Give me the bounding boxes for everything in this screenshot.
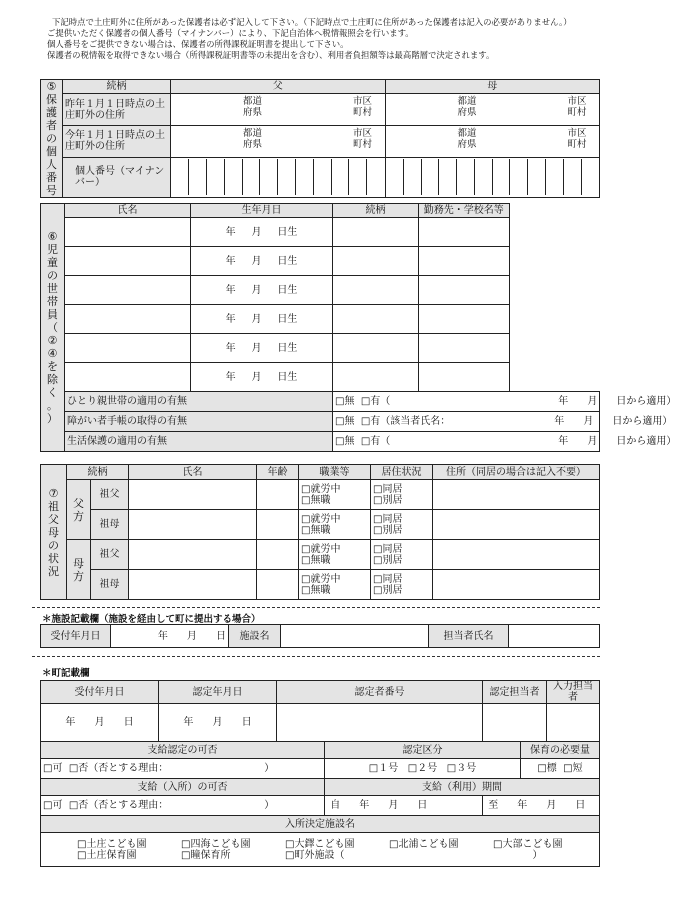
member-row [41, 305, 600, 334]
last-year-address-label: 昨年１月１日時点の土庄町外の住所 [63, 94, 171, 126]
grandparent-age[interactable] [257, 570, 299, 600]
residence-options[interactable]: □同居 □別居 [371, 510, 433, 540]
relation-header: 続柄 [63, 80, 171, 94]
member-workplace[interactable] [419, 305, 510, 334]
single-parent-options[interactable]: □無 □有（ 年 月 日から適用） [333, 392, 600, 412]
disability-options[interactable]: □無 □有（該当者氏名： 年 月 日から適用） [333, 412, 600, 432]
need-header: 保育の必要量 [521, 742, 600, 759]
facility-title: ＊施設記載欄（施設を経由して町に提出する場合） [42, 614, 261, 625]
period-header: 支給（利用）期間 [325, 779, 600, 796]
member-birthdate[interactable]: 年 月 日生 [191, 218, 333, 247]
certifying-staff-header: 認定担当者 [483, 681, 547, 704]
mother-header: 母 [385, 80, 600, 94]
father-my-number[interactable] [171, 157, 386, 197]
mother-last-year-address[interactable]: 都道 府県 市区 町村 [385, 94, 600, 126]
grandparent-name[interactable] [129, 510, 257, 540]
grandparent-name[interactable] [129, 570, 257, 600]
note-1: 下記時点で土庄町外に住所があった保護者は必ず記入して下さい。（下記時点で土庄町に住所があった保護者は記入の必要がありません。） [52, 17, 572, 27]
class-header: 認定区分 [325, 742, 521, 759]
certifying-staff-field[interactable] [483, 704, 547, 742]
staff-name-label: 担当者氏名 [429, 625, 509, 648]
town-table [40, 680, 600, 867]
occupation-header: 職業等 [299, 465, 371, 480]
facility-options[interactable]: □土庄こども園 □四海こども園 □大鐸こども園 □北浦こども園 □大部こども園 □土庄保育園 □瞳保育所 □町外施設（ ） [41, 833, 600, 867]
section7-label: ⑦ 祖 父 母 の 状 況 [41, 465, 67, 600]
facility-table [40, 624, 600, 648]
member-name[interactable] [65, 363, 191, 392]
grandparent-address[interactable] [433, 480, 600, 510]
single-parent-label: ひとり親世帯の適用の有無 [65, 392, 333, 412]
maternal-label: 母 方 [67, 540, 91, 600]
need-options[interactable]: □標 □短 [521, 759, 600, 779]
occupation-options[interactable]: □就労中 □無職 [299, 480, 371, 510]
age-header: 年齢 [257, 465, 299, 480]
member-name[interactable] [65, 247, 191, 276]
member-workplace[interactable] [419, 334, 510, 363]
facility-received-label: 受付年月日 [41, 625, 111, 648]
occupation-options[interactable]: □就労中 □無職 [299, 540, 371, 570]
grandparent-name[interactable] [129, 540, 257, 570]
approval-header: 支給認定の可否 [41, 742, 325, 759]
grandparent-address[interactable] [433, 570, 600, 600]
instruction-notes [40, 17, 610, 61]
mother-my-number[interactable] [385, 157, 600, 197]
disability-label: 障がい者手帳の取得の有無 [65, 412, 333, 432]
input-staff-field[interactable] [547, 704, 600, 742]
household-members-table [40, 203, 676, 452]
this-year-address-label: 今年１月１日時点の土庄町外の住所 [63, 125, 171, 157]
occupation-options[interactable]: □就労中 □無職 [299, 570, 371, 600]
facility-received-date[interactable]: 年 月 日 [111, 625, 229, 648]
grandparent-age[interactable] [257, 540, 299, 570]
admission-header: 支給（入所）の可否 [41, 779, 325, 796]
certified-date[interactable]: 年 月 日 [159, 704, 277, 742]
residence-options[interactable]: □同居 □別居 [371, 540, 433, 570]
class-options[interactable]: □１号 □２号 □３号 [325, 759, 521, 779]
section5-label: ⑤ 保 護 者 の 個 人 番 号 [41, 80, 63, 198]
grandmother-label: 祖母 [91, 570, 129, 600]
occupation-options[interactable]: □就労中 □無職 [299, 510, 371, 540]
residence-header: 居住状況 [371, 465, 433, 480]
facility-decision-header: 入所決定施設名 [41, 816, 600, 833]
member-relation[interactable] [333, 334, 419, 363]
certified-number-field[interactable] [277, 704, 483, 742]
workplace-header: 勤務先・学校名等 [419, 204, 510, 218]
town-title: ＊町記載欄 [42, 668, 90, 679]
welfare-options[interactable]: □無 □有（ 年 月 日から適用） [333, 432, 600, 452]
address-header: 住所（同居の場合は記入不要） [433, 465, 600, 480]
grandparent-address[interactable] [433, 540, 600, 570]
town-received-header: 受付年月日 [41, 681, 159, 704]
member-birthdate[interactable]: 年 月 日生 [191, 247, 333, 276]
member-birthdate[interactable]: 年 月 日生 [191, 305, 333, 334]
name-header: 氏名 [65, 204, 191, 218]
my-number-label: 個人番号（マイナンバー） [63, 157, 171, 197]
father-last-year-address[interactable]: 都道 府県 市区 町村 [171, 94, 386, 126]
divider [32, 607, 600, 608]
paternal-label: 父 方 [67, 480, 91, 540]
grandparent-address[interactable] [433, 510, 600, 540]
member-name[interactable] [65, 334, 191, 363]
relation-header: 続柄 [67, 465, 129, 480]
divider [32, 656, 600, 657]
period-from[interactable]: 自 年 月 日 [325, 796, 483, 816]
note-2: ご提供いただく保護者の個人番号（マイナンバー）により、下記自治体へ税情報照会を行います。 [47, 28, 414, 38]
relation-header: 続柄 [333, 204, 419, 218]
member-birthdate[interactable]: 年 月 日生 [191, 363, 333, 392]
member-relation[interactable] [333, 218, 419, 247]
approval-options[interactable]: □可 □否（否とする理由： ） [41, 759, 325, 779]
grandfather-label: 祖父 [91, 480, 129, 510]
birthdate-header: 生年月日 [191, 204, 333, 218]
residence-options[interactable]: □同居 □別居 [371, 480, 433, 510]
member-relation[interactable] [333, 305, 419, 334]
grandparents-table [40, 464, 600, 600]
grandparent-age[interactable] [257, 510, 299, 540]
member-birthdate[interactable]: 年 月 日生 [191, 276, 333, 305]
member-workplace[interactable] [419, 247, 510, 276]
admission-options[interactable]: □可 □否（否とする理由： ） [41, 796, 325, 816]
mother-this-year-address[interactable]: 都道 府県 市区 町村 [385, 125, 600, 157]
member-row [41, 276, 600, 305]
grandmother-label: 祖母 [91, 510, 129, 540]
father-this-year-address[interactable]: 都道 府県 市区 町村 [171, 125, 386, 157]
name-header: 氏名 [129, 465, 257, 480]
residence-options[interactable]: □同居 □別居 [371, 570, 433, 600]
facility-name-field[interactable] [281, 625, 429, 648]
welfare-label: 生活保護の適用の有無 [65, 432, 333, 452]
member-row [41, 247, 600, 276]
note-4: 保護者の税情報を取得できない場合（所得課税証明書等の未提出を含む）、利用者負担額等は最高階層で決定されます。 [47, 50, 495, 60]
town-received-date[interactable]: 年 月 日 [41, 704, 159, 742]
member-name[interactable] [65, 218, 191, 247]
note-3: 個人番号をご提供できない場合は、保護者の所得課税証明書を提出して下さい。 [47, 39, 349, 49]
certified-number-header: 認定者番号 [277, 681, 483, 704]
certified-date-header: 認定年月日 [159, 681, 277, 704]
father-header: 父 [171, 80, 386, 94]
facility-name-label: 施設名 [229, 625, 281, 648]
staff-name-field[interactable] [509, 625, 600, 648]
member-workplace[interactable] [419, 363, 510, 392]
section6-label: ⑥ 児 童 の 世 帯 員 （ ② ④ を 除 く 。 ） [41, 204, 65, 452]
member-row [41, 363, 600, 392]
input-staff-header: 入力担当者 [547, 681, 600, 704]
grandfather-label: 祖父 [91, 540, 129, 570]
member-birthdate[interactable]: 年 月 日生 [191, 334, 333, 363]
member-relation[interactable] [333, 247, 419, 276]
member-relation[interactable] [333, 276, 419, 305]
member-name[interactable] [65, 276, 191, 305]
member-row [41, 218, 600, 247]
guardian-number-table [40, 79, 600, 198]
period-to[interactable]: 至 年 月 日 [483, 796, 600, 816]
grandparent-age[interactable] [257, 480, 299, 510]
member-name[interactable] [65, 305, 191, 334]
grandparent-name[interactable] [129, 480, 257, 510]
member-relation[interactable] [333, 363, 419, 392]
member-row [41, 334, 600, 363]
member-workplace[interactable] [419, 218, 510, 247]
member-workplace[interactable] [419, 276, 510, 305]
